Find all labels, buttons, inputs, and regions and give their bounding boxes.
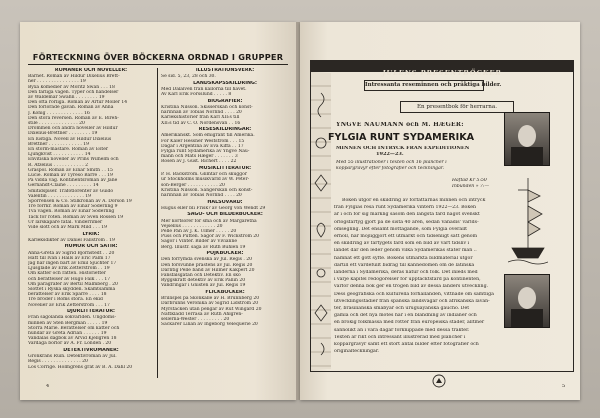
presentbok-text: En presentbok för herrarna. [416, 104, 498, 110]
list-entry: Tack för roten. Roman av Sven Rossen 19 [28, 214, 124, 220]
body-line: länderna i Sydamerika, deras natur och folk. Det inleds med [334, 270, 478, 275]
list-entry: Grönkrans Ruin. Detektivroman av Jul. [28, 354, 117, 360]
body-line: originalteckningar. [334, 349, 380, 355]
list-entry: ur Stockholms musikvärld av W. Peter- [161, 177, 250, 183]
list-entry: Sporrensen & Co. Stilkronan av A. Dorson 19 [28, 199, 132, 204]
list-entry: Brettner . . . . . . . . . . . . 19 [28, 141, 89, 147]
list-entry: Dårlitig Pelle band av Hilmer Käkpert 20 [161, 267, 255, 273]
authors: YNGVE NAUMANN och M. HÆGER: [336, 122, 464, 128]
list-entry: R. Afzelius . . . . . . . . . . . 2 [28, 162, 88, 168]
publisher-emblem-icon [432, 374, 446, 388]
list-entry: Kärleksdikter av Daniel Fallström . 19 [28, 237, 115, 243]
body-line: sannolikt än i våra dagar förknippade med dessa trakter. [334, 327, 470, 333]
list-entry: Rosen av J. Gust. Richert . . . . 22 [161, 159, 237, 165]
section-heading: DJURLITTERATUR: [67, 309, 115, 315]
list-entry: Anna-Greta av Sigrid Björnstedt . . 20 [28, 250, 115, 256]
list-entry: XII:s tid av C. O. Nordensvan . . 16 [161, 120, 241, 126]
list-entry: En lustiga. Novell av Hildur Dixelius [28, 136, 112, 142]
section-heading: HUMOR OCH SATIR: [64, 244, 118, 250]
presentbok-box [400, 101, 514, 113]
section-heading: FLICKBÖCKER: [205, 290, 245, 295]
list-entry: Amerikanskt. Som emigrant till Amerika. [161, 133, 255, 139]
list-entry: Kristina Nilsson. Sångerskan och konst- [161, 187, 253, 193]
title-rule [28, 64, 288, 65]
body-line: hämnat ett gott syfte. Bokens utmärkta bildmaterial utgör [334, 255, 473, 261]
body-line: örlogsfartyg gjort på de sista 40 åren, sedan Vanadis' världs- [334, 219, 479, 225]
left-page [20, 22, 296, 400]
list-entry: Dixelius-Brettner . . . . . . . . 19 [28, 131, 98, 137]
list-entry: J. König . . . . . . . . . . . . . 16 [28, 110, 90, 116]
section-heading: LYRIK: [82, 231, 100, 237]
list-entry: Slottet i Ryska skydden. Skämtsamma [28, 287, 116, 292]
list-entry: Kärlekshistorier från Karl XII:s till [161, 115, 240, 121]
list-entry: Om paragrafer av Bertil Malmberg . 20 [28, 281, 118, 287]
list-entry: För Kaler Hessner Westström . . . 15 [161, 138, 245, 144]
list-entry: Två vägen. Roman av Einar Söderling [28, 209, 115, 215]
banner [310, 60, 574, 77]
list-entry: mann och Mats Hæger . . . . . . . 3 [161, 154, 238, 160]
list-entry: Ljungkvist . . . . . . . . . . . 14 [28, 152, 91, 158]
list-entry: Dagar i Argentina av Eva Kiffa . . 17 [161, 143, 244, 149]
section-heading: ROMANER OCH NOVELLER: [54, 68, 128, 73]
section-heading: MUSIKLITTERATUR: [198, 166, 252, 171]
list-entry: sellerna-Wester . . . . . . . . . 20 [161, 317, 230, 322]
body-line: omsegling. Det ensamt mottagande, som Fylgia överallt [334, 226, 468, 232]
section-heading: ILLUSTRATIONSVERK: [195, 68, 255, 73]
list-entry: Myrstacken utan pengar av Rut Wingård 20 [161, 306, 262, 312]
author-portrait-top [504, 112, 550, 166]
ornament-icon [311, 73, 331, 369]
list-entry: närinnan av Tobias Norlind . . . . 20 [161, 193, 242, 198]
body-line: erhöll, har möjliggjort ett utmärkt och tidsenligt sätt genom [334, 234, 478, 239]
list-entry: stile . . . . . . . . . . . . . . 20 [28, 121, 85, 126]
column-divider [157, 68, 158, 378]
book-title: FYLGIA RUNT SYDAMERIKA [328, 132, 475, 143]
body-line: landet där den leder genom vilka Sydamerikas stater man .. [334, 248, 477, 254]
section-heading: BIOGRAFIER: [207, 98, 243, 104]
body-line: varför denna bok ger en trogen bild av dessa länders utveckling. [334, 284, 489, 290]
list-entry: Puss och Putten. Sagor av F. Wickström 20 [161, 234, 260, 240]
list-entry: son-Berger . . . . . . . . . . . 20 [161, 182, 225, 188]
list-entry: Den försvunne prästens av Jul. Regis 20 [161, 262, 253, 268]
list-entry: Hatt till Ivan i Halls av Eric Palm 17 [28, 255, 111, 261]
list-entry: Berg. Illustr. saga av Ruth Bühlen 19 [161, 244, 246, 250]
body-line: Texten är rikt och intressant illustrerad med plancher i [334, 334, 466, 340]
author-portrait-bottom [504, 274, 550, 328]
list-entry: Regis . . . . . . . . . . . . . . 20 [28, 359, 88, 365]
section-heading: SAGO- OCH BILDERBÖCKER: [187, 212, 263, 218]
body-line: utvecklingsstadier från spanska landsvägar och afrikanska lavan- [334, 298, 490, 304]
list-entry: Fylgia runt Sydamerika av Yngve Nau- [161, 149, 250, 154]
decorative-strip [311, 73, 331, 369]
illustrations-line-2: koppargravyr efter fotografier och teckningar. [336, 166, 445, 171]
tagline-box [364, 80, 502, 91]
illustrations-line-1: Med 55 illustrationer i texten och 16 plancher i [336, 160, 447, 165]
list-entry: Gräspöl. Roman av Einar Smith . . 15 [28, 167, 113, 173]
list-entry: Vide slott och av Mark Mild . . . 19 [28, 225, 108, 230]
list-entry: Vandalas dagbok av Arvid Kjellgren 18 [28, 336, 117, 342]
list-entry: Mer kortsörer för små och av Margaretha [161, 218, 257, 224]
list-entry: Brillispel på Skonkälle av H. Brunnberg 20 [161, 296, 260, 302]
list-entry: Se sid. 5, 23, 28 och 30. [161, 74, 216, 80]
list-entry: Smitidspiser. Trafotlorenter av Guido [28, 188, 114, 194]
body-line: ter, brasilianska småbyar och uruguayanska gaucho. Det [334, 306, 470, 311]
list-entry: Envitiska noveller av Prins Wilhelm och [28, 157, 119, 163]
body-line: gamla och det nya mötes här i en blandning av indianer och [334, 313, 477, 319]
list-entry: Nattklädd Terrasa av Ruth Ahlgren- [161, 311, 243, 317]
subtitle-1: MINNEN OCH INTRYCK FRÅN EXPEDITIONEN [336, 146, 470, 151]
list-entry: Gernandt-Claine . . . . . . . . . 14 [28, 183, 99, 189]
body-line: Boken utgör en skildring av författarnas minnen och intryck [342, 198, 486, 203]
list-entry: Pelle Pan av J. K. Ulmer . . . . . 20 [161, 229, 237, 234]
list-entry: Vandringar i Gnisten av Jul. Regis 19 [161, 283, 246, 289]
section-heading: RESESKILDRINGAR: [198, 127, 252, 133]
list-entry: Novelier av Erik Zetterström . . . 17 [28, 302, 110, 308]
price-hardcover: Inbunden » 7:— [452, 184, 490, 189]
list-entry: berättelser av Erik Sparre . . . . 18 [28, 292, 107, 298]
list-entry: Om katter och rätten. Historietter [28, 271, 106, 277]
list-entry: Ljusglade av Erik Zetterström . . 19 [28, 266, 110, 272]
list-entry: Sackarer Lilian av Ingeborg Velequerie 20 [161, 322, 258, 328]
list-entry: av Waldemar Swahn . . . . . . . . 19 [28, 95, 105, 100]
list-entry: Los Corrige. Holmgrens grat av B. A. Dahl 20 [28, 364, 133, 370]
section-heading: DETEKTIVROMANER: [63, 348, 119, 353]
list-entry: Fånsfalsgätan och Detektiv. En sko [161, 273, 241, 278]
tagline: Intressanta reseminnen och präktiga bilder. [365, 82, 502, 88]
list-entry: P. H. Bäckström. Glimtar och skuggor [161, 172, 248, 178]
right-page-number: 5 [562, 384, 566, 389]
body-line: från Fylgias resa runt Sydamerika vintern 1922—23. Boken [334, 205, 477, 211]
right-page [300, 22, 580, 400]
list-entry: Jag har ingen bärt av Emil Sjuchter 17 [28, 261, 117, 266]
list-entry: Barnet. Roman av Hildur Dixelius Brett- [28, 74, 120, 80]
list-entry: Drömmen och andra noveller av Hildur [28, 126, 118, 132]
body-line: en skildring av fartygets färd som en bild av vårt tidsliv i [334, 241, 470, 247]
list-entry: Dårbrunns Veronika av Sigrid Lidström 20 [161, 301, 259, 307]
list-entry: Hugus eller bli Frisk? av Georg von Wendt 29 [161, 205, 266, 211]
list-entry: närinnan av Tobias Norlind . . . . 20 [161, 110, 242, 116]
list-entry: Vejsellus . . . . . . . . . . . . 20 [161, 223, 223, 229]
list-entry: Den stora reversen. Roman av E. Bireh- [28, 115, 119, 121]
list-entry: Sagor i Vinter. Bilder av Vivianne [161, 239, 238, 245]
list-entry: Med Dalälven från källorna till havet. [161, 87, 247, 92]
portrait-face [518, 287, 536, 309]
list-entry: Byxa komedier av Moritz Swan . . . 18 [28, 84, 115, 90]
portrait-suit [511, 147, 543, 165]
body-line: Dess geografiska och kulturella förhållanden, vittnade om samtliga [334, 291, 494, 297]
list-entry: minnen av Sten Bergman . . . . . 19 [28, 320, 108, 326]
body-line: en brokig folkmassa med rötter från europeiska städer, alltmer [334, 320, 485, 326]
portrait-face [518, 125, 536, 147]
portrait-suit [511, 309, 543, 327]
section-heading: LANDSKAPSSKILDRING: [193, 80, 257, 86]
list-entry: hundar av Greta Adrian . . . . . . 19 [28, 331, 107, 336]
list-entry: Tre förrkr. Roman av Einar Söderling 9 [28, 204, 118, 210]
price-softcover: Häftad Kr 5:50 [452, 178, 487, 183]
body-line: i varje kapitel redogörelser för upptäcktsfärd på kontinenten, [334, 277, 481, 283]
list-entry: Vardaga börlor av A. Fr. Londen . 20 [28, 341, 112, 347]
body-line: därtill ett värdefullt bidrag till kännedomen om de latinska [334, 262, 475, 268]
list-entry: Ur lärskapare fåtal. Vinderrimer [28, 219, 103, 225]
list-entry: Lucie. Roman av Tyresö Barre . . . 19 [28, 173, 113, 178]
list-entry: Av Karl Erik Forsslund . . . . . 8 [161, 92, 232, 98]
list-entry: Den farliga vägen. Typer och händelser [28, 89, 119, 95]
subtitle-2: 1922—23. [376, 152, 404, 157]
body-line: är i och för sig märklig såsom den längsta färd något svenskt [334, 212, 480, 218]
left-page-number: 4 [46, 384, 50, 389]
list-entry: Valentin . . . . . . . . . . . . . 19 [28, 193, 92, 199]
banner-text: JULENS PRESENTBÖCKER [382, 69, 502, 77]
list-entry: ner . . . . . . . . . . . . . . . 19 [28, 79, 86, 85]
list-entry: Den förrymda svenska av Jul. Regis . 20 [161, 257, 252, 263]
list-entry: En storm-mästare. Roman av Ester [28, 147, 109, 152]
ship-icon [508, 170, 548, 270]
list-entry: och berättelser av Hugo Falk . . . 17 [28, 276, 111, 282]
list-entry: På vidda väg. Kontinentsroman av Jane [28, 178, 118, 184]
list-entry: Ryggskratt detektiv av Erik Pallin 20 [161, 278, 246, 284]
section-heading: HÄLSOVÅRD: [207, 199, 243, 205]
list-entry: Tre bröder i Roms stora. En ekid [28, 297, 103, 303]
list-entry: Den ofta rörliga. Roman av Artur Möller 14 [28, 100, 128, 106]
list-entry: Den förlorade gåvan. Roman av Anna [28, 105, 114, 111]
list-entry: Storra Marie. Berättelser om katter och [28, 325, 120, 331]
body-line: koppargravyr samt ett stort antal bilder efter fotografier och [334, 342, 479, 347]
list-entry: Från sagolända sökvärlden. Ungdoms- [28, 315, 117, 321]
list-entry: Kristina Nilsson. Skisserskan och konst- [161, 105, 253, 110]
section-heading: POJKBÖCKER: [206, 251, 244, 257]
left-page-title: FÖRTECKNING ÖVER BÖCKERNA ORDNAD I GRUPPER [32, 52, 284, 62]
